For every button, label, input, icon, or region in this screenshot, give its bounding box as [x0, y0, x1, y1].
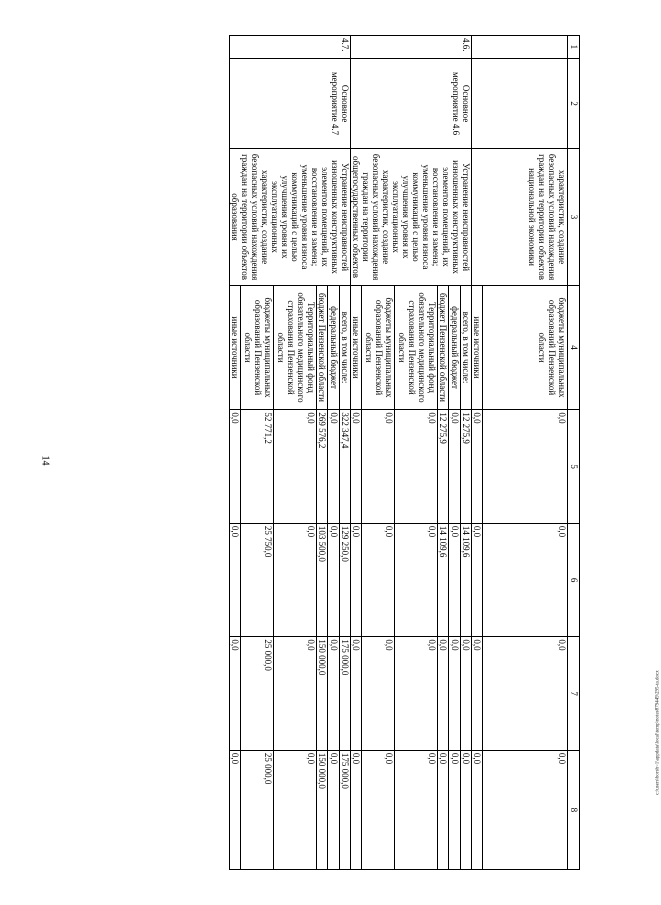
value-cell: 0,0 — [230, 750, 242, 869]
header-cell: 1 — [568, 36, 580, 59]
cont-name-cell — [472, 58, 568, 149]
source-cell: бюджет Пензенской области — [437, 285, 448, 410]
source-cell: федеральный бюджет — [449, 285, 460, 410]
value-cell: 14 109,6 — [437, 523, 448, 636]
value-cell: 25 750,0 — [241, 523, 273, 636]
value-cell: 0,0 — [351, 637, 363, 750]
value-cell: 269 576,2 — [316, 410, 327, 523]
page-number: 14 — [39, 455, 51, 466]
value-cell: 0,0 — [460, 750, 471, 869]
value-cell: 0,0 — [230, 523, 242, 636]
value-cell: 0,0 — [437, 750, 448, 869]
header-cell: 6 — [568, 523, 580, 636]
value-cell: 0,0 — [362, 523, 394, 636]
header-row — [568, 36, 580, 870]
value-cell: 0,0 — [437, 637, 448, 750]
value-cell: 0,0 — [449, 750, 460, 869]
source-cell: бюджеты муниципальных образований Пензенской области — [362, 285, 394, 410]
measure-description: Устранение неисправностей изношенных конструктивных элементов помещений, их восстановление и замена; уменьшение уровня износа коммуникаций с целью улучшения уровня их эксплуатационных характеристик, создание безопасных условий нахождения граждан на территории общегосударственных объектов — [351, 149, 472, 285]
value-cell: 0,0 — [273, 637, 316, 750]
value-cell: 0,0 — [394, 637, 437, 750]
source-cell: Территориальный фонд обязательного медицинского страхования Пензенской области — [394, 285, 437, 410]
measure-name: Основное мероприятие 4.6 — [351, 58, 472, 149]
value-cell: 103 500,0 — [316, 523, 327, 636]
value-cell: 175 000,0 — [339, 637, 350, 750]
value-cell: 0,0 — [351, 750, 363, 869]
value-cell: 0,0 — [273, 523, 316, 636]
header-cell: 2 — [568, 58, 580, 149]
value-cell: 12 275,9 — [460, 410, 471, 523]
value-cell: 0,0 — [351, 523, 363, 636]
source-cell: Территориальный фонд обязательного медицинского страхования Пензенской области — [273, 285, 316, 410]
value-cell: 25 000,0 — [241, 750, 273, 869]
value-cell: 0,0 — [483, 410, 568, 523]
header-cell: 5 — [568, 410, 580, 523]
value-cell: 0,0 — [273, 410, 316, 523]
header-cell: 4 — [568, 285, 580, 410]
table-row — [483, 36, 568, 870]
value-cell: 0,0 — [460, 637, 471, 750]
value-cell: 0,0 — [472, 750, 483, 869]
value-cell: 0,0 — [273, 750, 316, 869]
measure-name: Основное мероприятие 4.7 — [230, 58, 351, 149]
cont-number-cell — [472, 36, 568, 59]
value-cell: 0,0 — [362, 410, 394, 523]
value-cell: 150 000,0 — [316, 637, 327, 750]
header-cell: 7 — [568, 637, 580, 750]
value-cell: 0,0 — [328, 410, 339, 523]
value-cell: 0,0 — [449, 637, 460, 750]
measure-number: 4.7. — [230, 36, 351, 59]
value-cell: 14 109,6 — [460, 523, 471, 636]
value-cell: 25 000,0 — [241, 637, 273, 750]
source-cell: иные источники — [230, 285, 242, 410]
value-cell: 12 275,9 — [437, 410, 448, 523]
value-cell: 322 347,4 — [339, 410, 350, 523]
rotated-page-area — [100, 35, 580, 870]
value-cell: 0,0 — [472, 523, 483, 636]
value-cell: 175 000,0 — [339, 750, 350, 869]
value-cell: 0,0 — [328, 750, 339, 869]
source-cell: всего, в том числе: — [460, 285, 471, 410]
header-cell: 8 — [568, 750, 580, 869]
value-cell: 0,0 — [472, 637, 483, 750]
funding-table — [229, 35, 580, 870]
source-cell: федеральный бюджет — [328, 285, 339, 410]
header-cell: 3 — [568, 149, 580, 285]
value-cell: 0,0 — [230, 637, 242, 750]
value-cell: 0,0 — [449, 410, 460, 523]
cont-description: характеристик, создание безопасных условий нахождения граждан на территории объектов национальной экономики — [472, 149, 568, 285]
table-row — [460, 36, 471, 870]
value-cell: 150 000,0 — [316, 750, 327, 869]
value-cell: 0,0 — [328, 523, 339, 636]
value-cell: 0,0 — [394, 750, 437, 869]
source-cell: бюджеты муниципальных образований Пензенской области — [241, 285, 273, 410]
value-cell: 0,0 — [483, 750, 568, 869]
value-cell: 0,0 — [472, 410, 483, 523]
value-cell: 0,0 — [449, 523, 460, 636]
measure-description: Устранение неисправностей изношенных конструктивных элементов помещений, их восстановление и замена; уменьшение уровня износа коммуникаций с целью улучшения уровня их эксплуатационных характеристик, создание безопасных условий нахождения граждан на территории объектов образования — [230, 149, 351, 285]
value-cell: 0,0 — [394, 523, 437, 636]
table-row — [339, 36, 350, 870]
value-cell: 0,0 — [362, 750, 394, 869]
value-cell: 0,0 — [230, 410, 242, 523]
value-cell: 0,0 — [394, 410, 437, 523]
source-cell: бюджет Пензенской области — [316, 285, 327, 410]
value-cell: 0,0 — [483, 637, 568, 750]
source-cell: иные источники — [351, 285, 363, 410]
source-cell: бюджеты муниципальных образований Пензенской области — [483, 285, 568, 410]
source-cell: всего, в том числе: — [339, 285, 350, 410]
value-cell: 129 250,0 — [339, 523, 350, 636]
measure-number: 4.6. — [351, 36, 472, 59]
value-cell: 0,0 — [328, 637, 339, 750]
value-cell: 0,0 — [362, 637, 394, 750]
source-cell: иные источники — [472, 285, 483, 410]
value-cell: 52 771,2 — [241, 410, 273, 523]
value-cell: 0,0 — [351, 410, 363, 523]
footer-file-path: c:\users\borsh~1\appdata\local\temp\notes879449\295-ta.docx — [655, 670, 661, 795]
table-container — [100, 35, 580, 870]
value-cell: 0,0 — [483, 523, 568, 636]
